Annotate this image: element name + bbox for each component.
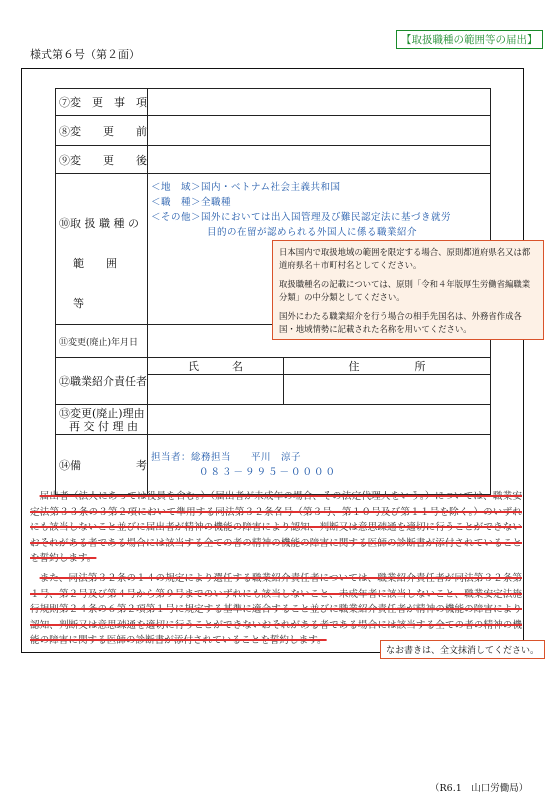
scope-region: ＜地 域＞国内・ベトナム社会主義共和国 (151, 182, 341, 193)
scope-label-line2: 範 囲 等 (73, 257, 139, 310)
note-paragraph-3: 国外にわたる職業紹介を行う場合の相手先国名は、外務省作成各国・地域情勢に記載された名称を用いてください。 (279, 311, 522, 334)
scope-guidance-note (272, 240, 544, 340)
after-label: ⑨変 更 後 (56, 146, 148, 174)
officer-address-field[interactable] (284, 375, 491, 405)
scope-other-line1: ＜その他＞国外においては出入国管理及び難民認定法に基づき就労 (151, 212, 452, 223)
change-item-field[interactable] (148, 89, 491, 116)
scope-other-line2: 目的の在留が認められる外国人に係る職業紹介 (207, 227, 418, 238)
change-item-label: ⑦変 更 事 項 (56, 89, 148, 116)
reason-label-line1: ⑬変更(廃止)理由 (59, 406, 145, 420)
officer-name-field[interactable] (148, 375, 284, 405)
note-paragraph-2: 取扱職種名の記載については、原則「令和４年版厚生労働省編職業分類」の中分類としてください。 (279, 279, 531, 302)
form-number: 様式第６号（第２面） (30, 48, 140, 61)
before-label: ⑧変 更 前 (56, 116, 148, 146)
reason-label-line2: 再 交 付 理 由 (69, 419, 138, 433)
note-paragraph-1: 日本国内で取扱地域の範囲を限定する場合、原則都道府県名又は都道府県名＋市町村名としてください。 (279, 247, 531, 270)
scope-label-line1: ⑩取 扱 職 種 の (59, 217, 139, 230)
footer-issuer: （R6.1 山口労働局） (430, 783, 529, 794)
remarks-phone: ０８３－９９５－００００ (199, 466, 338, 478)
officer-address-head: 住 所 (284, 358, 491, 375)
officer-label: ⑫職業紹介責任者 (56, 358, 148, 405)
officer-name-head: 氏 名 (148, 358, 284, 375)
declaration-paragraph-2: また、同法第３２条の１４の規定により選任する職業紹介責任者については、職業紹介責任者が同法第３２条第１号、第２号及び第４号から第９号までのいずれにも該当しないこと、未成年者に該当しないこと、職業安定法施行規則第２４条の６第２項第１号に規定する基準に適合すること並びに職業紹介責任者が精神の機能の障害により認知、判断又は意思疎通を適切に行うことができないおそれがある者である場合には該当する全ての者の精神の機能の障害に関する医師の診断書が添付されていることを誓約します。 (30, 573, 522, 647)
reason-field[interactable] (148, 405, 491, 435)
strike-instruction-note: なお書きは、全文抹消してください。 (380, 640, 545, 659)
declaration-paragraph-1: 届出者（法人にあっては役員を含む。）（届出者が未成年の場合、その法定代理人をいう。）については、職業安定法第３３条の３第２項において準用する同法第３２条各号（第３号、第１０号及び第１１号を除く。）のいずれにも該当しないこと並びに届出者が精神の機能の障害により認知、判断又は意思疎通を適切に行うことができないおそれがある者である場合には該当する全ての者の精神の機能の障害に関する医師の診断書が添付されていることを誓約します。 (30, 491, 522, 565)
after-field[interactable] (148, 146, 491, 174)
change-date-label: ⑪変更(廃止)年月日 (56, 325, 148, 358)
scope-job: ＜職 種＞全職種 (151, 197, 232, 208)
before-field[interactable] (148, 116, 491, 146)
scope-label (56, 174, 148, 325)
reason-label (56, 405, 148, 435)
remarks-label: ⑭備 考 (56, 435, 148, 495)
remarks-field[interactable] (148, 435, 491, 495)
form-title-tag: 【取扱職種の範囲等の届出】 (396, 30, 543, 49)
remarks-contact: 担当者：総務担当 平川 涼子 (151, 451, 302, 463)
